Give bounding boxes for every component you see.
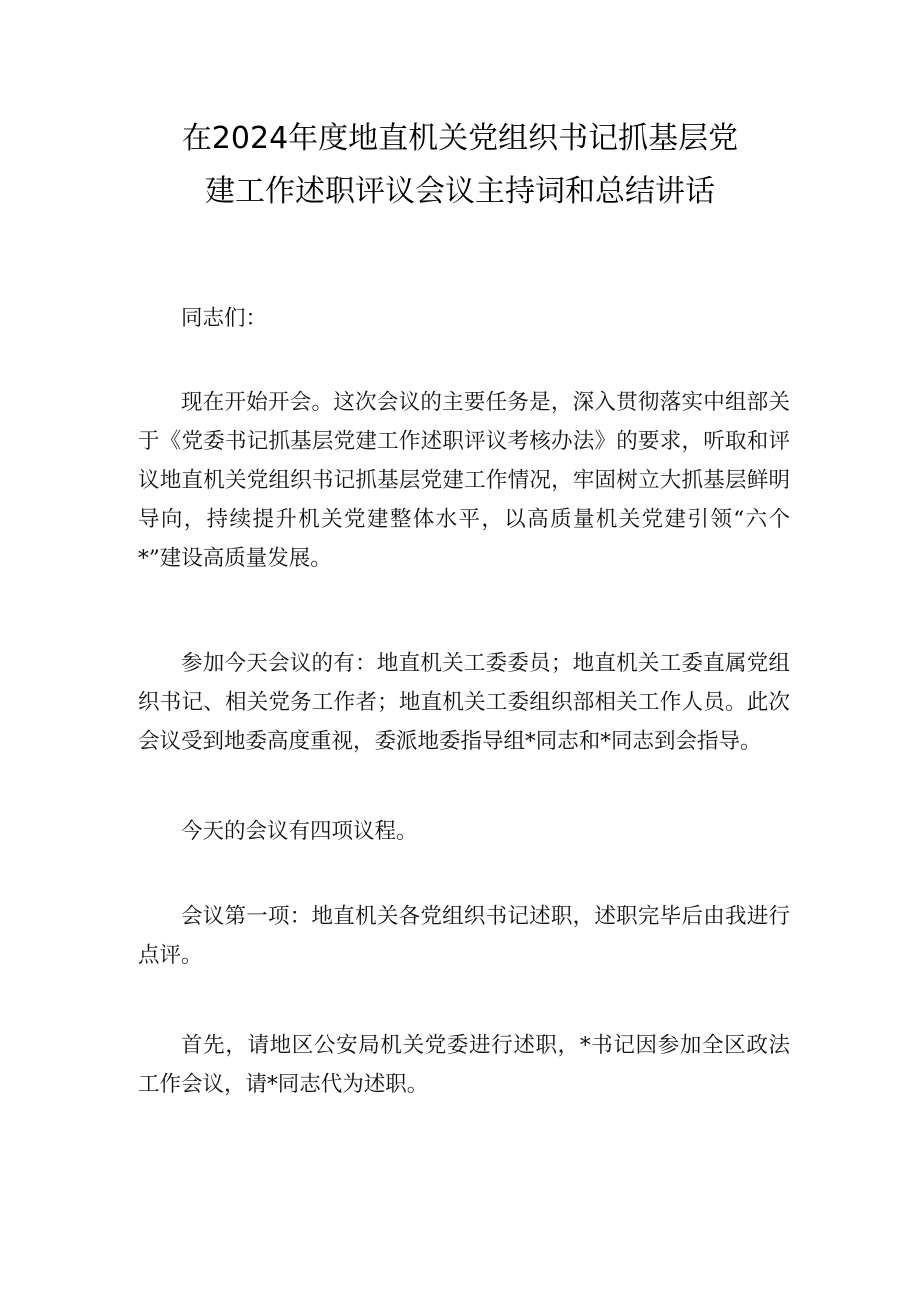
document-title [100,112,820,218]
salutation-paragraph: 同志们： [181,306,268,331]
agenda-paragraph: 今天的会议有四项议程。 [181,819,418,844]
title-line-2: 建工作述职评议会议主持词和总结讲话 [205,174,715,209]
title-line-1: 在2024年度地直机关党组织书记抓基层党 [181,121,739,156]
attendees-paragraph: 参加今天会议的有：地直机关工委委员；地直机关工委直属党组织书记、相关党务工作者；地直机关工委组织部相关工作人员。此次会议受到地委高度重视，委派地委指导组*同志和*同志到会指导。 [138,651,790,754]
first-report-paragraph: 首先，请地区公安局机关党委进行述职，*书记因参加全区政法工作会议，请*同志代为述职。 [138,1033,790,1097]
opening-paragraph: 现在开始开会。这次会议的主要任务是，深入贯彻落实中组部关于《党委书记抓基层党建工作述职评议考核办法》的要求，听取和评议地直机关党组织书记抓基层党建工作情况，牢固树立大抓基层鲜明导向，持续提升机关党建整体水平，以高质量机关党建引领“六个*”建设高质量发展。 [138,390,790,571]
agenda-item-1-paragraph: 会议第一项：地直机关各党组织书记述职，述职完毕后由我进行点评。 [138,904,790,968]
